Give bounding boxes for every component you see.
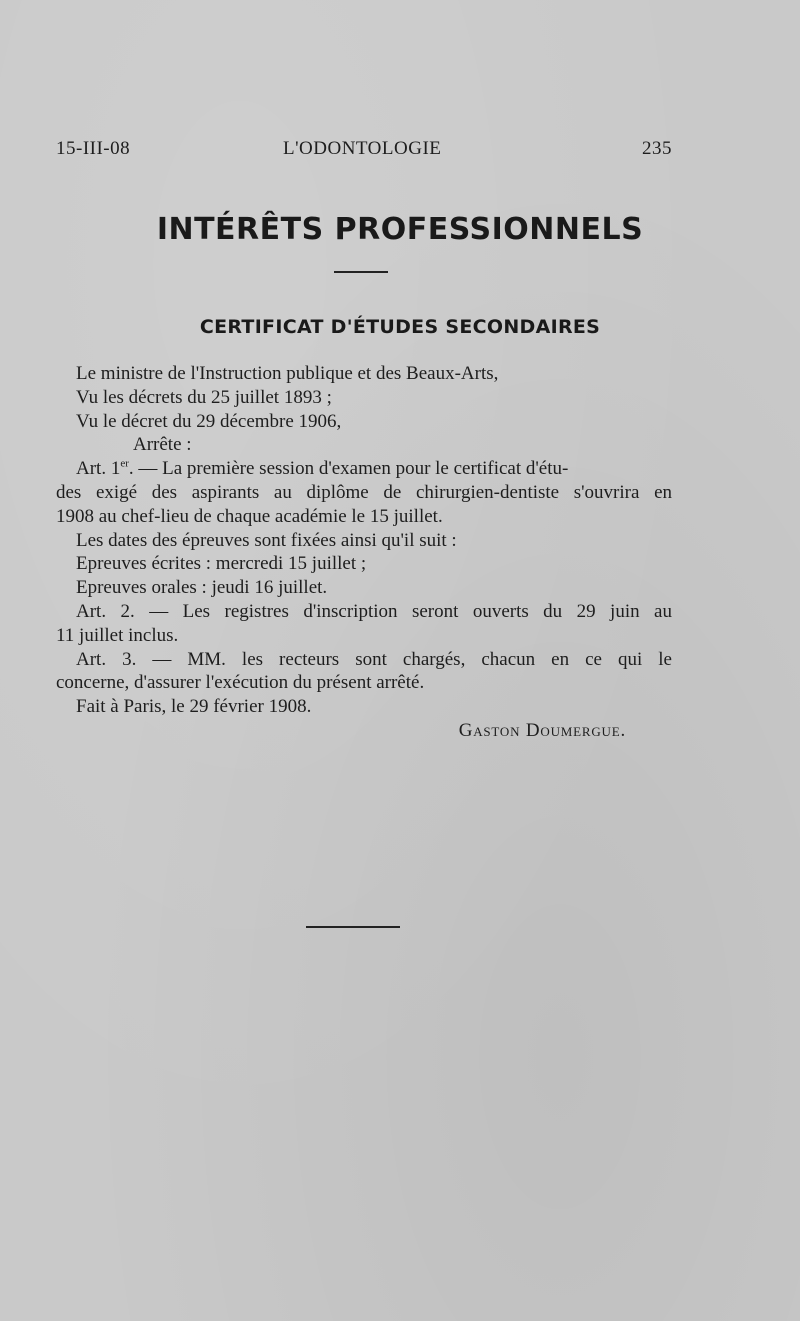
oral-tests-line: Epreuves orales : jeudi 16 juillet. xyxy=(76,577,328,599)
running-head xyxy=(56,138,672,164)
article-1-line: 1908 au chef-lieu de chaque académie le 15 juillet. xyxy=(56,505,443,527)
signature: Gaston Doumergue. xyxy=(458,719,626,741)
place-date-line: Fait à Paris, le 29 février 1908. xyxy=(76,696,312,718)
end-divider xyxy=(306,926,400,928)
preamble-line: Le ministre de l'Instruction publique et des Beaux-Arts, xyxy=(76,363,499,384)
issue-date: 15-III-08 xyxy=(56,138,131,159)
arrete-heading: Arrête : xyxy=(133,434,192,456)
article-1-line: des exigé des aspirants au diplôme de chirurgien-dentiste s'ouvrira en xyxy=(56,481,672,503)
article-title: CERTIFICAT D'ÉTUDES SECONDAIRES xyxy=(199,316,601,338)
article-1-label: Art. 1 xyxy=(76,458,121,480)
written-tests-line: Epreuves écrites : mercredi 15 juillet ; xyxy=(76,553,367,575)
article-3-line: concerne, d'assurer l'exécution du présent arrêté. xyxy=(56,672,425,694)
article-1-line xyxy=(56,457,672,481)
article-1-superscript: er xyxy=(120,457,129,470)
article-2-line: 11 juillet inclus. xyxy=(56,624,179,646)
article-body xyxy=(56,362,672,743)
journal-title: L'ODONTOLOGIE xyxy=(283,138,442,159)
article-1-text: . — La première session d'examen pour le certificat d'étu- xyxy=(128,458,569,480)
preamble-line: Vu le décret du 29 décembre 1906, xyxy=(76,410,342,432)
section-title: INTÉRÊTS PROFESSIONNELS xyxy=(156,212,644,247)
preamble-line: Vu les décrets du 25 juillet 1893 ; xyxy=(76,386,332,408)
dates-intro: Les dates des épreuves sont fixées ainsi qu'il suit : xyxy=(76,529,457,551)
page-number: 235 xyxy=(642,138,672,159)
article-3-line: Art. 3. — MM. les recteurs sont chargés, chacun en ce qui le xyxy=(76,648,672,670)
article-2-line: Art. 2. — Les registres d'inscription seront ouverts du 29 juin au xyxy=(76,600,672,622)
title-divider xyxy=(334,271,388,273)
